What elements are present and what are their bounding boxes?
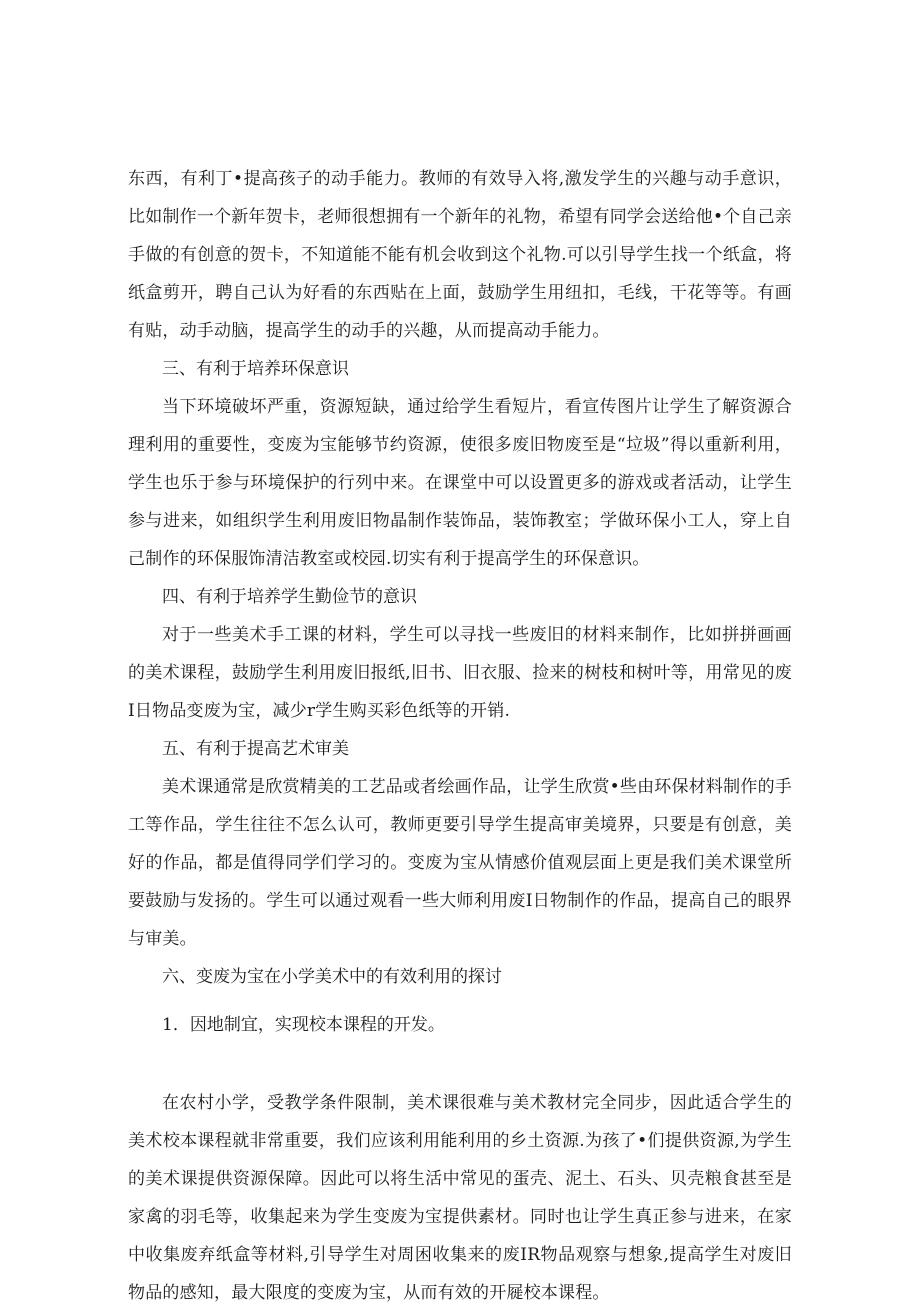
paragraph-aesthetics: 美术课通常是欣赏精美的工艺品或者绘画作品，让学生欣赏•些由环保材料制作的手工等作品，学生往往不怎么认可，教师更要引导学生提高审美境界，只要是有创意，美好的作品，都是值得同学们学习的。变废为宝从情感价值观层面上更是我们美术课堂所要鼓励与发扬的。学生可以通过观看一些大师利用废I日物制作的作品，提高自己的眼界与审美。 bbox=[128, 777, 792, 949]
paragraph-frugality: 对于一些美术手工课的材料，学生可以寻找一些废旧的材料来制作，比如拼拼画画的美术课程，鼓励学生利用废旧报纸,旧书、旧衣服、捡来的树枝和树叶等，用常见的废I日物品变废为宝，减少r学生购买彩色纸等的开销. bbox=[128, 625, 792, 721]
section-heading-5: 五、有利于提高艺术审美 bbox=[162, 739, 349, 759]
section-heading-4: 四、有利于培养学生勤俭节的意识 bbox=[162, 587, 417, 607]
paragraph-intro: 东西，有利丁•提高孩子的动手能力。教师的有效导入将,激发学生的兴趣与动手意识，比如制作一个新年贺卡，老师很想拥有一个新年的礼物，希望有同学会送给他•个自己亲手做的有创意的贺卡，不知道能不能有机会收到这个礼物.可以引导学生找一个纸盒，将纸盒剪开，聘自己认为好看的东西贴在上面，鼓励学生用纽扣，毛线，干花等等。有画有贴，动手动脑，提高学生的动手的兴趣，从而提高动手能力。 bbox=[128, 169, 792, 341]
paragraph-school-curriculum: 在农村小学，受教学条件限制，美术课很难与美术教材完全同步，因此适合学生的美术校本课程就非常重要，我们应该利用能利用的乡土资源.为孩了•们提供资源,为学生的美术课提供资源保障。因此可以将生活中常见的蛋壳、泥土、石头、贝壳粮食甚至是家禽的羽毛等，收集起来为学生变废为宝提供素材。同时也让学生真正参与进来，在家中收集废弃纸盒等材料,引导学生对周困收集来的废IR物品观察与想象,提高学生对废旧物品的感知，最大限度的变废为宝，从而有效的开屣校本课程。 bbox=[128, 1093, 792, 1303]
subsection-heading-1: 1．因地制宜，实现校本课程的开发。 bbox=[162, 1015, 445, 1035]
paragraph-environment: 当下环境破坏严重，资源短缺，通过给学生看短片，看宣传图片让学生了解资源合理利用的重要性，变废为宝能够节约资源，使很多废旧物废至是“垃圾”得以重新利用，学生也乐于参与环境保护的行列中来。在课堂中可以设置更多的游戏或者活动，让学生参与进来，如组织学生利用废旧物晶制作装饰品，装饰教室；学做环保小工人，穿上自己制作的环保服饰清洁教室或校园.切实有利于提高学生的环保意识。 bbox=[128, 397, 792, 569]
section-heading-3: 三、有利于培养环保意识 bbox=[162, 359, 349, 379]
spacer bbox=[128, 996, 792, 1006]
spacer bbox=[128, 1044, 792, 1084]
document-body bbox=[128, 160, 792, 1312]
section-heading-6: 六、变废为宝在小学美术中的有效利用的探讨 bbox=[162, 967, 502, 987]
